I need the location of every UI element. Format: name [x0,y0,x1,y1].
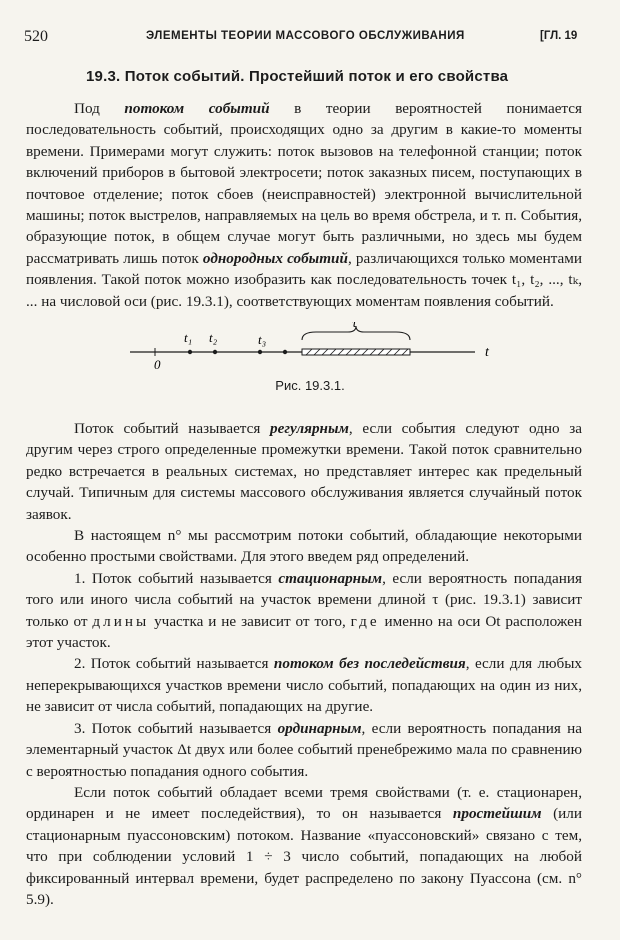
interval-label: τ [352,322,357,330]
term-event-stream: потоком событий [124,100,270,117]
point-label-t1: t₁ [184,330,193,345]
definition-ordinary: 3. Поток событий называется ординарным, если вероятность попадания на элементарный участок Δt двух или более событий пренебрежимо мала по сравнению с вероятностью попадания одного события. [26,719,582,780]
event-point [258,350,262,354]
term-stationary: стационарным [278,569,383,587]
term-no-aftereffect: потоком без последействия [273,655,466,673]
term-simplest: простейшим [452,805,542,823]
running-title: ЭЛЕМЕНТЫ ТЕОРИИ МАССОВОГО ОБСЛУЖИВАНИЯ [146,30,465,42]
page-number: 520 [24,28,48,45]
event-point [283,350,287,354]
section-title: 19.3. Поток событий. Простейший поток и его свойства [86,68,509,85]
term-ordinary: ординарным [277,719,362,737]
intro-block [26,98,582,312]
regular-paragraph: Поток событий называется регулярным, если события следуют одно за другим через строго определенные промежутки времени. Такой поток сравнительно редко встречается в реальных системах, но представляет интерес как предельный случай. Типичным для системы массового обслуживания является случайный поток заявок. [26,420,582,523]
point-label-t2: t₂ [209,330,218,345]
interval-tau [302,349,410,355]
chapter-marker: [ГЛ. 19 [540,30,578,42]
event-point [188,350,192,354]
spaced-word: длины [92,612,150,630]
event-point [213,350,217,354]
definition-stationary: 1. Поток событий называется стационарным, если вероятность попадания того или иного числа событий на участок времени длиной τ (рис. 19.3.1) зависит только от длины участка и не зависит от того, где именно на оси Ot расположен этот участок. [26,569,582,652]
term-regular: регулярным [270,420,349,437]
origin-label: 0 [154,357,161,372]
body-block [26,418,582,910]
definition-no-aftereffect: 2. Поток событий называется потоком без последействия, если для любых неперекрывающихся участков времени число событий, попадающих на один из них, не зависит от числа событий, попадающих на другие. [26,655,582,716]
term-homogeneous-events: однородных событий [202,249,348,267]
intro-paragraph: Под потоком событий в теории вероятностей понимается последовательность событий, происходящих одно за другим в какие-то моменты времени. Примерами могут служить: поток вызовов на телефонной станции; поток включений приборов в бытовой электросети; поток заказных писем, поступающих в почтовое отделение; поток сбоев (неисправностей) электронной вычислительной машины; поток выстрелов, направляемых на цель во время обстрела, и т. п. События, образующие поток, в общем случае могут быть различными, но здесь мы будем рассматривать лишь поток однородных событий, различающихся только моментами появления. Такой поток можно изобразить как последовательность точек t₁, t₂, ..., tₖ, ... на числовой оси (рис. 19.3.1), соответствующих моментам появления событий. [26,100,582,310]
present-paragraph: В настоящем n° мы рассмотрим потоки событий, обладающие некоторыми особенно простыми свойствами. Для этого введем ряд определений. [26,527,582,566]
figure-caption: Рис. 19.3.1. [275,378,345,393]
page-header [0,28,620,48]
simplest-paragraph: Если поток событий обладает всеми тремя свойствами (т. е. стационарен, ординарен и не имеет последействия), то он называется простейшим (или стационарным пуассоновским) потоком. Название «пуассоновский» связано с тем, что при соблюдении условий 1 ÷ 3 число событий, попадающих на любой фиксированный интервал времени, будет распределено по закону Пуассона (см. n° 5.9). [26,783,582,908]
point-label-t3: t₃ [258,332,267,347]
event-stream-figure [130,322,510,372]
spaced-word: где [350,612,380,630]
axis-label: t [485,345,489,360]
